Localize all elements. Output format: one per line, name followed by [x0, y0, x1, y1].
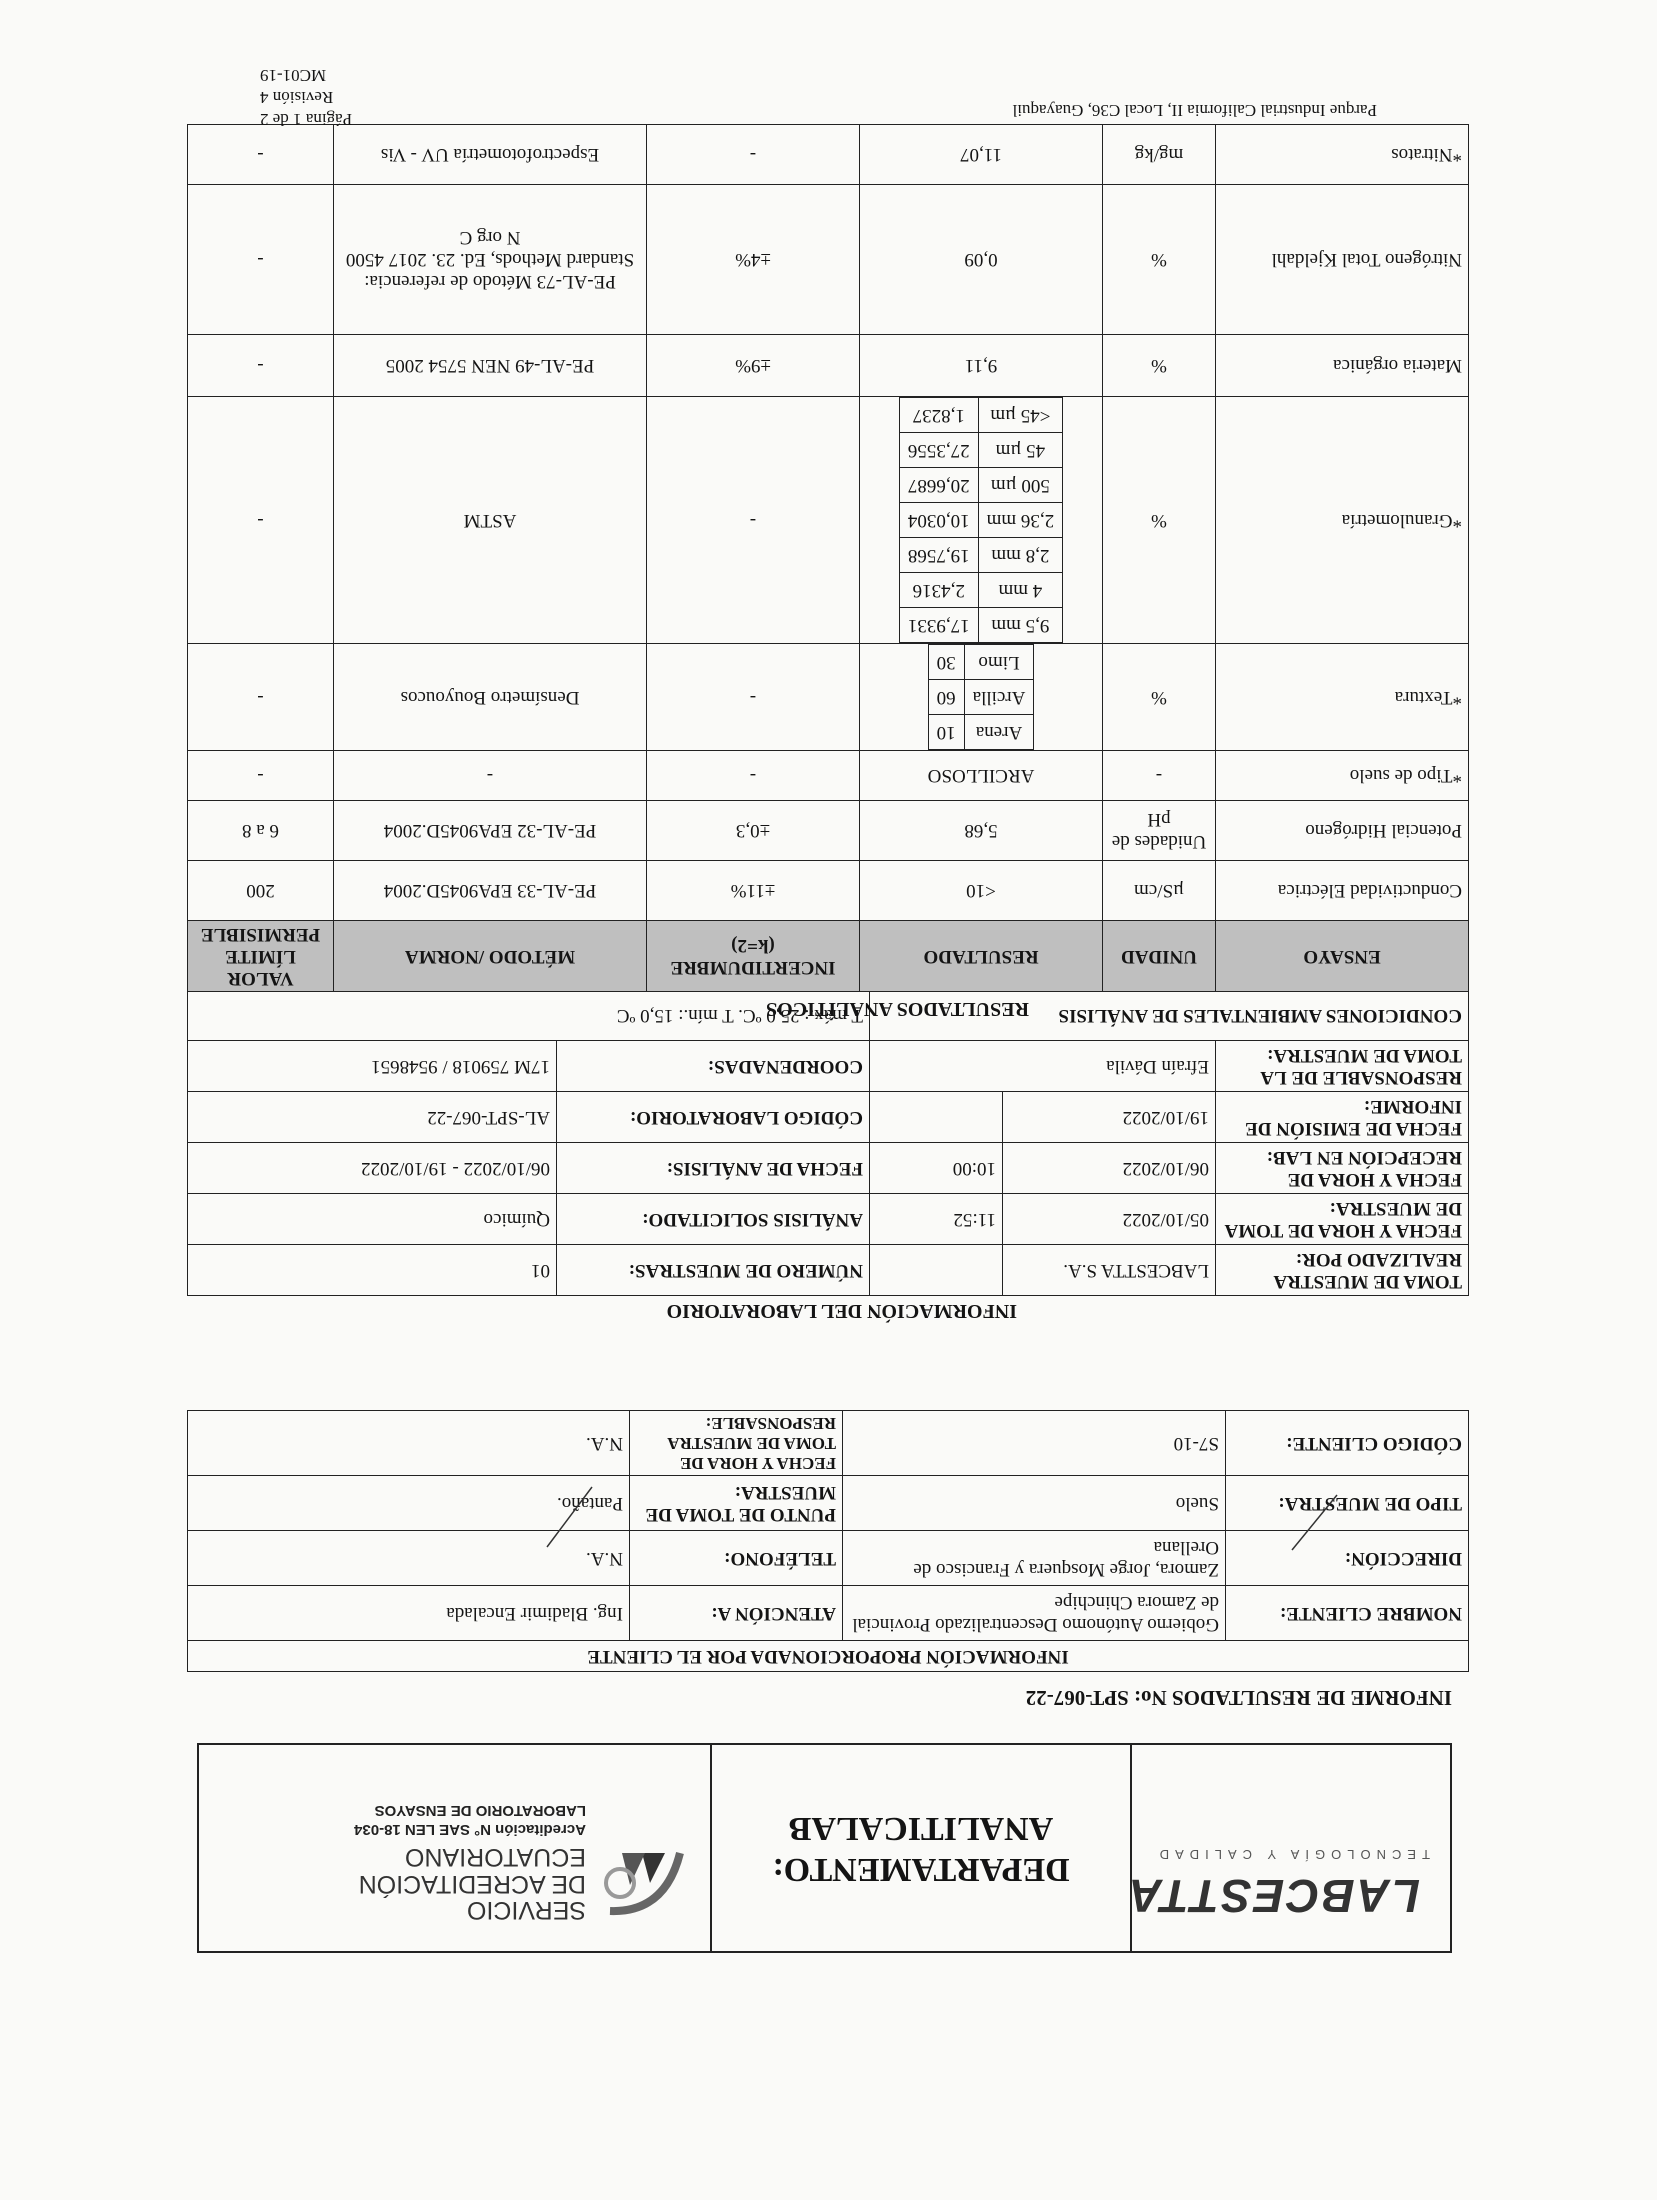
ensayo-cell: Nitrógeno Total Kjeldahl — [1216, 185, 1469, 335]
sampling-responsible-value: Efraín Dávila — [870, 1041, 1216, 1092]
limit-cell: - — [188, 125, 334, 185]
issue-date-value: 19/10/2022 — [1003, 1092, 1216, 1143]
sae-name-line3: ECUATORIANO — [404, 1843, 586, 1872]
texture-fraction-label: Arena — [964, 715, 1034, 750]
table-row — [188, 1194, 1469, 1245]
result-cell: 11,07 — [860, 125, 1103, 185]
issue-date-label: FECHA DE EMISIÓN DE INFORME: — [1216, 1092, 1469, 1143]
reception-label: FECHA Y HORA DE RECEPCIÓN EN LAB: — [1216, 1143, 1469, 1194]
limit-cell: - — [188, 751, 334, 801]
sieve-size: 500 µm — [978, 468, 1063, 503]
method-cell: PE-AL-73 Método de referencia: Standard Methods, Ed. 23. 2017 4500 N org C — [334, 185, 647, 335]
uncertainty-cell: ±9% — [647, 335, 860, 397]
revision: Revisión 4 — [260, 87, 334, 107]
sieve-size: 9,5 mm — [978, 608, 1063, 643]
table-row — [188, 801, 1469, 861]
table-row — [188, 1245, 1469, 1296]
sieve-size: <45 µm — [978, 398, 1063, 433]
granulometry-subtable — [899, 397, 1063, 643]
department-block — [710, 1745, 1130, 1951]
sampling-date-value: 05/10/2022 — [1003, 1194, 1216, 1245]
sampling-by-value: LABCESTTA S.A. — [1003, 1245, 1216, 1296]
report-header — [197, 1743, 1452, 1953]
department-label: DEPARTAMENTO: — [772, 1850, 1070, 1888]
table-row — [188, 125, 1469, 185]
client-code-label: CÓDIGO CLIENTE: — [1226, 1411, 1469, 1476]
lab-code-label: CÓDIGO LABORATORIO: — [557, 1092, 870, 1143]
col-header-limite: VALOR LÍMITE PERMISIBLE — [188, 921, 334, 992]
sae-name-line1: SERVICIO — [466, 1896, 586, 1924]
limit-cell: 200 — [188, 861, 334, 921]
sieve-value: 2,4316 — [899, 573, 978, 608]
requested-analysis-label: ANÁLISIS SOLICITADO: — [557, 1194, 870, 1245]
uncertainty-cell: - — [647, 644, 860, 751]
coordinates-label: COORDENADAS: — [557, 1041, 870, 1092]
texture-fraction-value: 30 — [928, 645, 964, 680]
sampling-point-label: PUNTO DE TOMA DE MUESTRA: — [630, 1476, 843, 1531]
sae-lab-label: LABORATORIO DE ENSAYOS — [374, 1802, 586, 1820]
uncertainty-cell: - — [647, 751, 860, 801]
issue-date-extra — [870, 1092, 1003, 1143]
sieve-value: 1,8237 — [899, 398, 978, 433]
sampling-time-value: 11:52 — [870, 1194, 1003, 1245]
unit-cell: - — [1103, 751, 1216, 801]
client-info-table — [187, 1410, 1469, 1672]
texture-fraction-label: Limo — [964, 645, 1034, 680]
unit-cell: mg/kg — [1103, 125, 1216, 185]
sieve-value: 17,9331 — [899, 608, 978, 643]
sieve-value: 19,7568 — [899, 538, 978, 573]
sample-type-label: TIPO DE MUESTRA: — [1226, 1476, 1469, 1531]
sample-count-value: 01 — [188, 1245, 557, 1296]
sampling-datetime-value: N.A. — [188, 1411, 630, 1476]
coordinates-value: 17M 759018 / 9548651 — [188, 1041, 557, 1092]
table-row — [188, 1411, 1469, 1476]
result-subtable-cell — [860, 397, 1103, 644]
table-row — [188, 644, 1469, 751]
ensayo-cell: Materia orgánica — [1216, 335, 1469, 397]
ensayo-cell: *Granulometría — [1216, 397, 1469, 644]
client-info-title: INFORMACIÓN PROPORCIONADA POR EL CLIENTE — [188, 1641, 1469, 1672]
unit-cell: % — [1103, 335, 1216, 397]
sieve-size: 45 µm — [978, 433, 1063, 468]
footer-page-info — [260, 64, 352, 130]
result-cell: 5,68 — [860, 801, 1103, 861]
table-row — [188, 1092, 1469, 1143]
footer-address: Parque Industrial California II, Local C36, Guayaquil — [1012, 101, 1377, 120]
result-cell: <10 — [860, 861, 1103, 921]
sieve-value: 27,3556 — [899, 433, 978, 468]
unit-cell: Unidades de pH — [1103, 801, 1216, 861]
conditions-label: CONDICIONES AMBIENTALES DE ANÁLISIS — [870, 990, 1469, 1041]
col-header-resultado: RESULTADO — [860, 921, 1103, 992]
results-table — [187, 124, 1469, 992]
address-label: DIRECCIÓN: — [1226, 1531, 1469, 1586]
limit-cell: 6 a 8 — [188, 801, 334, 861]
client-code-value: S7-10 — [843, 1411, 1226, 1476]
handwritten-mark-icon — [1282, 1490, 1342, 1560]
sieve-size: 2,8 mm — [978, 538, 1063, 573]
table-row — [188, 1586, 1469, 1641]
unit-cell: % — [1103, 397, 1216, 644]
uncertainty-cell: ±11% — [647, 861, 860, 921]
col-header-incertidumbre: INCERTIDUMBRE (k=2) — [647, 921, 860, 992]
client-name-value: Gobierno Autónomo Descentralizado Provincial de Zamora Chinchipe — [843, 1586, 1226, 1641]
method-cell: ASTM — [334, 397, 647, 644]
method-cell: Espectrofotometría UV - Vis — [334, 125, 647, 185]
address-value: Zamora, Jorge Mosquera y Francisco de Orellana — [843, 1531, 1226, 1586]
col-header-metodo: MÉTODO /NORMA — [334, 921, 647, 992]
sieve-value: 20,6687 — [899, 468, 978, 503]
sample-type-value: Suelo — [843, 1476, 1226, 1531]
brand-tagline: TECNOLOGÍA Y CALIDAD — [1153, 1847, 1430, 1862]
limit-cell: - — [188, 335, 334, 397]
ensayo-cell: *Textura — [1216, 644, 1469, 751]
page-number: Página 1 de 2 — [260, 110, 353, 129]
phone-label: TELÉFONO: — [630, 1531, 843, 1586]
ensayo-cell: *Nitratos — [1216, 125, 1469, 185]
sampling-responsible-label: RESPONSABLE DE LA TOMA DE MUESTRA: — [1216, 1041, 1469, 1092]
lab-code-value: AL-SPT-067-22 — [188, 1092, 557, 1143]
reception-time-value: 10:00 — [870, 1143, 1003, 1194]
sieve-size: 2,36 mm — [978, 503, 1063, 538]
method-cell: Densímetro Bouyoucos — [334, 644, 647, 751]
result-cell: ARCILLOSO — [860, 751, 1103, 801]
col-header-unidad: UNIDAD — [1103, 921, 1216, 992]
table-row — [188, 1531, 1469, 1586]
table-row — [188, 1041, 1469, 1092]
sampling-by-label: TOMA DE MUESTRA REALIZADO POR: — [1216, 1245, 1469, 1296]
result-subtable-cell — [860, 644, 1103, 751]
client-name-label: NOMBRE CLIENTE: — [1226, 1586, 1469, 1641]
sampling-date-label: FECHA Y HORA DE TOMA DE MUESTRA: — [1216, 1194, 1469, 1245]
table-row — [188, 751, 1469, 801]
labcestta-logo-block — [1126, 1745, 1450, 1951]
department-name: ANALITICALAB — [788, 1810, 1054, 1847]
conditions-value: T máx.: 25,0 ºC. T mín.: 15,0 ºC — [188, 990, 870, 1041]
analysis-date-label: FECHA DE ANÁLISIS: — [557, 1143, 870, 1194]
method-cell: PE-AL-32 EPA9045D.2004 — [334, 801, 647, 861]
uncertainty-cell: - — [647, 125, 860, 185]
document-code: MC01-19 — [260, 65, 327, 85]
sae-accreditation: Acreditación N° SAE LEN 18-034 — [354, 1821, 586, 1839]
results-header-row — [188, 921, 1469, 992]
reception-date-value: 06/10/2022 — [1003, 1143, 1216, 1194]
table-row — [188, 185, 1469, 335]
table-row — [188, 335, 1469, 397]
uncertainty-cell: ±0,3 — [647, 801, 860, 861]
sae-name-line2: DE ACREDITACIÓN — [358, 1869, 586, 1898]
table-row — [188, 397, 1469, 644]
col-header-ensayo: ENSAYO — [1216, 921, 1469, 992]
attention-label: ATENCIÓN A: — [630, 1586, 843, 1641]
table-row — [188, 1143, 1469, 1194]
method-cell: PE-AL-33 EPA9045D.2004 — [334, 861, 647, 921]
table-row — [188, 1476, 1469, 1531]
ensayo-cell: Potencial Hidrógeno — [1216, 801, 1469, 861]
texture-subtable — [928, 644, 1035, 750]
attention-value: Ing. Bladimir Encalada — [188, 1586, 630, 1641]
method-cell: - — [334, 751, 647, 801]
result-cell: 9,11 — [860, 335, 1103, 397]
uncertainty-cell: - — [647, 397, 860, 644]
texture-fraction-value: 10 — [928, 715, 964, 750]
sampling-datetime-label: FECHA Y HORA DE TOMA DE MUESTRA RESPONSABLE: — [630, 1411, 843, 1476]
sample-count-label: NÚMERO DE MUESTRAS: — [557, 1245, 870, 1296]
texture-fraction-label: Arcilla — [964, 680, 1034, 715]
report-title: INFORME DE RESULTADOS No: SPT-067-22 — [1025, 1686, 1452, 1710]
sampling-point-value: Pantaño. — [188, 1476, 630, 1531]
limit-cell: - — [188, 185, 334, 335]
sae-logo-icon — [600, 1843, 690, 1923]
ensayo-cell: Conductividad Eléctrica — [1216, 861, 1469, 921]
phone-value: N.A. — [188, 1531, 630, 1586]
limit-cell: - — [188, 397, 334, 644]
method-cell: PE-AL-49 NEN 5754 2005 — [334, 335, 647, 397]
sieve-value: 10,0304 — [899, 503, 978, 538]
requested-analysis-value: Químico — [188, 1194, 557, 1245]
result-cell: 0,09 — [860, 185, 1103, 335]
ensayo-cell: *Tipo de suelo — [1216, 751, 1469, 801]
brand-name: LABCESTTA — [1126, 1870, 1420, 1922]
results-title: RESULTADOS ANALÍTICOS — [766, 998, 1029, 1020]
handwritten-mark-icon — [537, 1482, 597, 1552]
sieve-size: 4 mm — [978, 573, 1063, 608]
lab-info-table — [187, 989, 1469, 1296]
sampling-by-extra — [870, 1245, 1003, 1296]
analysis-date-value: 06/10/2022 - 19/10/2022 — [188, 1143, 557, 1194]
sae-logo-block — [199, 1745, 710, 1951]
texture-fraction-value: 60 — [928, 680, 964, 715]
uncertainty-cell: ±4% — [647, 185, 860, 335]
limit-cell: - — [188, 644, 334, 751]
lab-info-title: INFORMACIÓN DEL LABORATORIO — [666, 1300, 1017, 1322]
unit-cell: µS/cm — [1103, 861, 1216, 921]
table-row — [188, 861, 1469, 921]
unit-cell: % — [1103, 185, 1216, 335]
unit-cell: % — [1103, 644, 1216, 751]
